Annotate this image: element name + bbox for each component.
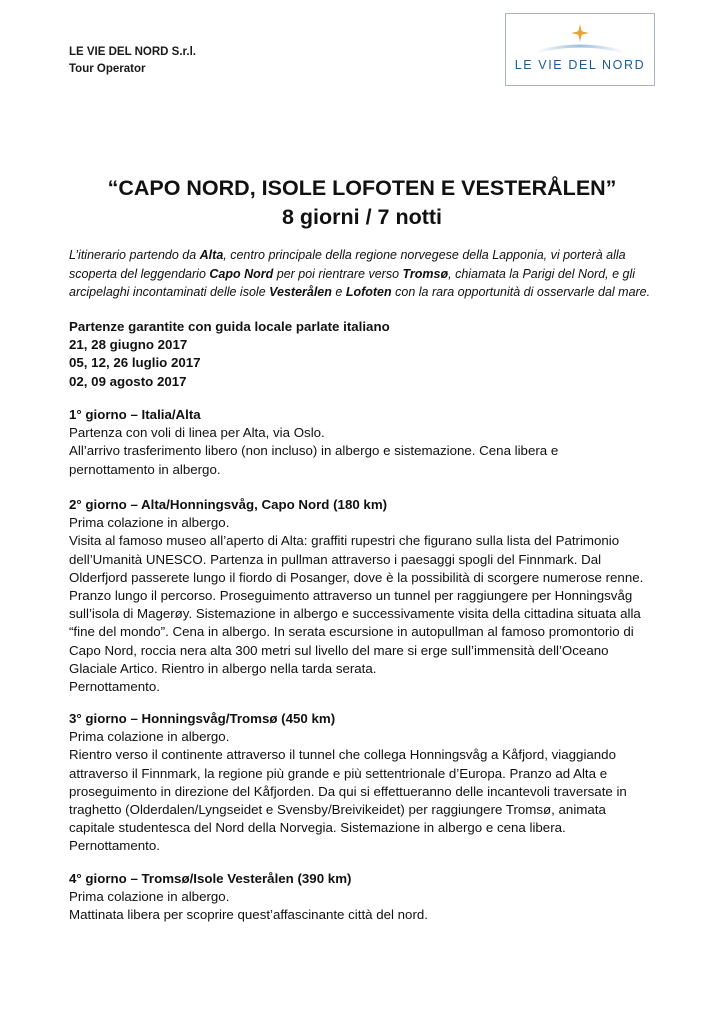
day-text-line: pernottamento in albergo. <box>69 461 221 477</box>
day-heading: 4° giorno – Tromsø/Isole Vesterålen (390 km) <box>69 871 352 886</box>
departures-section <box>69 318 659 391</box>
day-text-line: attraverso il Finnmark, la regione più grande e più settentrionale d’Europa. Pranzo ad Alta e <box>69 765 608 781</box>
day-text-line: proseguimento in direzione del Kåfjorden. Da qui si effettueranno delle incantevoli traversate in <box>69 783 627 799</box>
day-text-line: sull’isola di Magerøy. Sistemazione in albergo e successivamente visita della cittadina situata alla <box>69 606 641 622</box>
day-text-line: Prima colazione in albergo. <box>69 729 230 745</box>
intro-line: scoperta del leggendario Capo Nord per poi rientrare verso Tromsø, chiamata la Parigi del Nord, e gli <box>69 266 636 281</box>
day-text-line: Glaciale Artico. Rientro in albergo nella tarda serata. <box>69 660 377 676</box>
day-text-line: traghetto (Olderdalen/Lyngseidet e Svensby/Breivikeidet) per raggiungere Tromsø, animata <box>69 802 606 818</box>
departure-date: 05, 12, 26 luglio 2017 <box>69 355 201 371</box>
day-text-line: dell’Umanità UNESCO. Partenza in pullman attraverso i paesaggi spogli del Finnmark. Dal <box>69 551 602 567</box>
day-text-line: Pernottamento. <box>69 679 160 695</box>
day-text-line: Visita al famoso museo all’aperto di Alta: graffiti rupestri che figurano sulla lista del Patrimonio <box>69 533 620 549</box>
departure-date: 02, 09 agosto 2017 <box>69 373 187 389</box>
star-icon <box>506 14 654 85</box>
day-text-line: Olderfjord passerete lungo il fiordo di Posanger, dove è la possibilità di scorgere numerose renne. <box>69 569 644 585</box>
company-name: LE VIE DEL NORD S.r.l. <box>69 46 196 58</box>
title-line-1: “CAPO NORD, ISOLE LOFOTEN E VESTERÅLEN” <box>107 176 617 200</box>
day-text-line: Pranzo lungo il percorso. Proseguimento attraverso un tunnel per raggiungere per Honningsvåg <box>69 588 633 604</box>
day-section <box>69 496 659 696</box>
departures-heading: Partenze garantite con guida locale parlate italiano <box>69 319 390 334</box>
day-text-line: Mattinata libera per scoprire quest’affascinante città del nord. <box>69 907 428 923</box>
page-title <box>0 174 724 232</box>
company-header <box>69 44 196 78</box>
title-line-2: 8 giorni / 7 notti <box>281 205 443 229</box>
departure-date: 21, 28 giugno 2017 <box>69 337 188 353</box>
logo-text: LE VIE DEL NORD <box>514 58 646 72</box>
day-heading: 2° giorno – Alta/Honningsvåg, Capo Nord (180 km) <box>69 497 388 512</box>
intro-paragraph <box>69 246 655 302</box>
day-text-line: Rientro verso il continente attraverso il tunnel che collega Honningsvåg a Kåfjord, viaggiando <box>69 747 616 763</box>
day-text-line: Partenza con voli di linea per Alta, via Oslo. <box>69 425 325 441</box>
day-text-line: Prima colazione in albergo. <box>69 515 230 531</box>
day-text-line: “fine del mondo”. Cena in albergo. In serata escursione in autopullman al famoso promontorio di <box>69 624 634 640</box>
day-text-line: capitale studentesca del Nord della Norvegia. Sistemazione in albergo e cena libera. <box>69 820 566 836</box>
day-heading: 1° giorno – Italia/Alta <box>69 407 201 422</box>
day-text-line: All’arrivo trasferimento libero (non incluso) in albergo e sistemazione. Cena libera e <box>69 443 559 459</box>
intro-line: arcipelaghi incontaminati delle isole Vesterålen e Lofoten con la rara opportunità di osservarle dal mare. <box>69 285 651 299</box>
company-subtitle: Tour Operator <box>69 63 146 75</box>
day-text-line: Prima colazione in albergo. <box>69 889 230 905</box>
day-heading: 3° giorno – Honningsvåg/Tromsø (450 km) <box>69 711 336 726</box>
day-section <box>69 710 659 856</box>
intro-line: L’itinerario partendo da Alta, centro principale della regione norvegese della Lapponia, vi porterà alla <box>69 248 626 262</box>
day-text-line: Capo Nord, roccia nera alta 300 metri sul livello del mare si erge sull’immensità dell’Oceano <box>69 642 609 658</box>
logo <box>505 13 655 86</box>
day-section <box>69 406 659 479</box>
day-section <box>69 870 659 925</box>
day-text-line: Pernottamento. <box>69 838 160 854</box>
